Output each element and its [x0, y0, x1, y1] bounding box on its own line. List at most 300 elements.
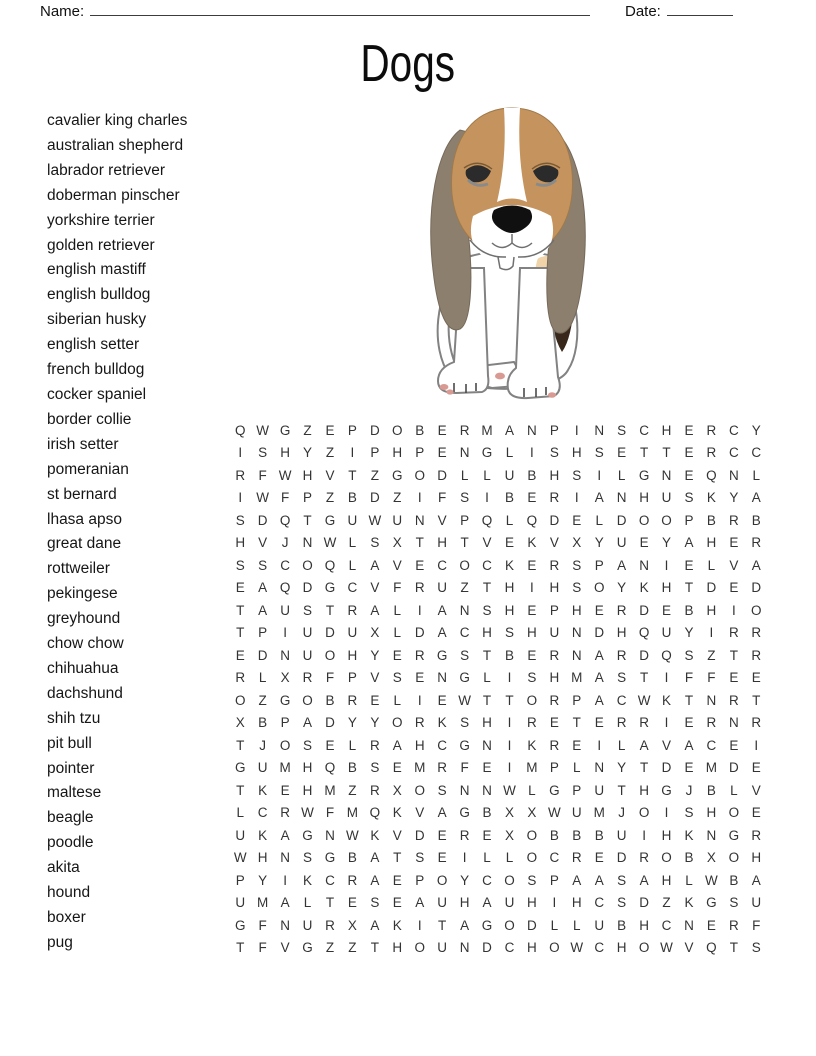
grid-cell: N [706, 827, 717, 843]
grid-cell: A [370, 872, 380, 888]
grid-cell: E [751, 805, 761, 821]
grid-cell: G [638, 467, 650, 483]
grid-cell: I [238, 445, 243, 461]
grid-cell: A [280, 895, 290, 911]
grid-cell: X [572, 535, 582, 551]
grid-cell: P [347, 670, 357, 686]
grid-cell: E [751, 670, 761, 686]
word-list-item: lhasa apso [47, 510, 122, 528]
grid-cell: O [751, 602, 762, 618]
grid-cell: G [279, 692, 291, 708]
grid-cell: K [437, 715, 447, 731]
word-list-item: shih tzu [47, 709, 101, 727]
grid-cell: V [684, 940, 694, 956]
grid-cell: L [393, 625, 402, 641]
grid-cell: G [392, 467, 403, 483]
grid-cell: T [370, 940, 379, 956]
word-list-item: hound [47, 884, 91, 902]
grid-cell: A [594, 490, 604, 506]
date-label: Date: [625, 3, 661, 20]
grid-cell: Q [279, 512, 291, 528]
grid-cell: L [617, 467, 626, 483]
grid-cell: M [526, 760, 538, 776]
grid-cell: R [414, 715, 425, 731]
grid-cell: S [460, 715, 470, 731]
grid-cell: D [639, 895, 649, 911]
grid-cell: G [324, 580, 336, 596]
grid-cell: E [594, 602, 604, 618]
grid-cell: P [303, 490, 313, 506]
grid-cell: H [661, 827, 672, 843]
grid-cell: D [616, 512, 627, 528]
grid-cell: I [485, 490, 489, 506]
grid-cell: B [751, 512, 761, 528]
grid-cell: E [729, 670, 739, 686]
grid-cell: E [662, 602, 672, 618]
grid-cell: E [751, 760, 761, 776]
grid-cell: T [729, 647, 738, 663]
grid-cell: T [482, 647, 492, 663]
grid-cell: E [437, 692, 447, 708]
grid-cell: L [348, 737, 357, 753]
word-list-item: australian shepherd [47, 136, 184, 154]
word-list-item: yorkshire terrier [47, 211, 155, 229]
grid-cell: E [684, 760, 694, 776]
grid-cell: S [617, 895, 627, 911]
grid-cell: E [706, 917, 716, 933]
grid-cell: R [549, 692, 560, 708]
grid-cell: Y [594, 535, 604, 551]
grid-cell: E [280, 782, 290, 798]
grid-cell: A [370, 602, 380, 618]
grid-cell: R [549, 737, 560, 753]
grid-cell: X [392, 782, 402, 798]
grid-cell: K [527, 737, 537, 753]
grid-cell: S [370, 760, 380, 776]
word-list-item: rottweiler [47, 560, 110, 578]
grid-cell: R [728, 917, 739, 933]
grid-cell: R [369, 737, 380, 753]
grid-cell: H [347, 647, 358, 663]
word-list-item: pit bull [47, 734, 92, 752]
grid-cell: Q [324, 557, 336, 573]
grid-cell: T [729, 940, 738, 956]
grid-cell: M [481, 422, 493, 438]
grid-cell: L [573, 760, 581, 776]
grid-cell: A [392, 737, 402, 753]
grid-cell: E [729, 535, 739, 551]
grid-cell: V [392, 557, 402, 573]
grid-cell: N [594, 422, 605, 438]
grid-cell: N [571, 625, 582, 641]
grid-cell: X [706, 850, 716, 866]
grid-cell: C [482, 872, 492, 888]
grid-cell: S [258, 445, 268, 461]
grid-cell: H [504, 580, 515, 596]
grid-cell: E [437, 850, 447, 866]
grid-cell: F [707, 670, 716, 686]
grid-cell: W [660, 940, 673, 956]
grid-cell: E [572, 512, 582, 528]
grid-cell: W [368, 512, 382, 528]
grid-cell: T [639, 670, 649, 686]
grid-cell: G [234, 760, 246, 776]
grid-cell: R [706, 445, 717, 461]
grid-cell: H [751, 850, 762, 866]
grid-cell: S [392, 670, 402, 686]
grid-cell: C [594, 940, 605, 956]
grid-cell: O [414, 940, 425, 956]
grid-cell: W [570, 940, 584, 956]
grid-cell: G [324, 512, 336, 528]
grid-cell: V [325, 467, 335, 483]
grid-cell: Z [393, 490, 402, 506]
grid-cell: L [236, 805, 244, 821]
grid-cell: I [597, 737, 602, 753]
grid-cell: B [347, 850, 357, 866]
grid-cell: G [728, 827, 740, 843]
grid-cell: S [594, 445, 604, 461]
grid-cell: T [415, 535, 424, 551]
grid-cell: V [370, 580, 380, 596]
grid-cell: N [459, 940, 470, 956]
grid-cell: D [751, 580, 762, 596]
letter-grid [229, 419, 768, 959]
grid-cell: X [235, 715, 245, 731]
word-list-item: beagle [47, 809, 94, 827]
grid-cell: L [303, 895, 312, 911]
grid-cell: F [280, 490, 290, 506]
grid-cell: D [639, 602, 649, 618]
grid-cell: H [549, 580, 560, 596]
grid-cell: I [664, 557, 669, 573]
name-label: Name: [40, 3, 85, 20]
grid-cell: L [573, 917, 581, 933]
grid-cell: R [751, 827, 762, 843]
grid-cell: Q [526, 512, 538, 528]
grid-cell: Z [370, 467, 379, 483]
grid-cell: O [414, 467, 425, 483]
grid-cell: G [302, 940, 313, 956]
grid-cell: A [370, 557, 380, 573]
grid-cell: Q [234, 422, 246, 438]
grid-cell: S [370, 895, 380, 911]
grid-cell: R [414, 647, 425, 663]
grid-cell: H [235, 535, 246, 551]
name-blank-line [90, 2, 590, 16]
grid-cell: D [594, 625, 605, 641]
date-field [625, 2, 733, 20]
grid-cell: B [572, 827, 582, 843]
grid-cell: A [370, 850, 380, 866]
word-list [47, 109, 257, 956]
grid-cell: C [728, 422, 739, 438]
grid-cell: H [549, 670, 560, 686]
grid-cell: I [574, 422, 579, 438]
grid-cell: B [347, 490, 357, 506]
word-list-item: siberian husky [47, 311, 147, 329]
grid-cell: P [549, 760, 559, 776]
grid-cell: Y [729, 490, 739, 506]
grid-cell: T [684, 580, 694, 596]
grid-cell: T [236, 737, 245, 753]
grid-cell: I [350, 445, 355, 461]
grid-cell: P [460, 512, 470, 528]
grid-cell: U [504, 895, 515, 911]
grid-cell: A [751, 872, 761, 888]
grid-cell: R [616, 715, 627, 731]
grid-cell: A [684, 737, 694, 753]
grid-cell: E [684, 467, 694, 483]
grid-cell: E [392, 760, 402, 776]
grid-cell: U [549, 625, 560, 641]
grid-cell: L [595, 512, 603, 528]
grid-cell: L [483, 670, 491, 686]
grid-cell: Z [460, 580, 469, 596]
grid-cell: Q [279, 580, 291, 596]
grid-cell: L [348, 535, 357, 551]
grid-cell: D [257, 647, 268, 663]
grid-cell: A [460, 917, 470, 933]
grid-cell: A [617, 557, 627, 573]
grid-cell: P [594, 557, 604, 573]
grid-cell: S [303, 850, 313, 866]
grid-cell: U [280, 602, 290, 618]
grid-cell: H [639, 917, 649, 933]
grid-cell: U [616, 535, 627, 551]
word-list-item: chow chow [47, 635, 124, 653]
grid-cell: O [661, 850, 672, 866]
grid-cell: E [325, 737, 335, 753]
grid-cell: E [639, 535, 649, 551]
grid-cell: A [684, 535, 694, 551]
grid-cell: Y [617, 760, 627, 776]
grid-cell: E [572, 737, 582, 753]
grid-cell: R [706, 422, 717, 438]
grid-cell: R [325, 917, 335, 933]
grid-cell: V [482, 535, 492, 551]
grid-cell: P [235, 872, 245, 888]
grid-cell: P [280, 715, 290, 731]
grid-cell: C [482, 557, 492, 573]
grid-cell: Z [662, 895, 671, 911]
grid-cell: M [705, 760, 718, 776]
grid-cell: O [638, 512, 650, 528]
grid-cell: X [504, 805, 514, 821]
grid-cell: M [346, 805, 359, 821]
grid-cell: Q [706, 467, 717, 483]
grid-cell: D [728, 760, 739, 776]
grid-cell: N [414, 512, 425, 528]
grid-cell: E [392, 647, 402, 663]
grid-cell: O [302, 692, 313, 708]
grid-cell: R [437, 760, 448, 776]
grid-cell: I [462, 850, 467, 866]
grid-cell: T [572, 715, 581, 731]
grid-cell: L [505, 445, 514, 461]
grid-cell: C [325, 872, 335, 888]
grid-cell: E [235, 580, 245, 596]
grid-cell: E [325, 422, 335, 438]
grid-cell: M [257, 895, 269, 911]
grid-cell: I [597, 467, 602, 483]
grid-cell: U [302, 625, 313, 641]
grid-cell: A [504, 422, 514, 438]
grid-cell: D [414, 827, 425, 843]
grid-cell: H [571, 602, 582, 618]
grid-cell: S [684, 490, 694, 506]
grid-cell: D [325, 715, 335, 731]
grid-cell: F [438, 490, 447, 506]
grid-cell: S [482, 602, 492, 618]
grid-cell: E [527, 557, 537, 573]
grid-cell: F [752, 917, 761, 933]
grid-cell: E [549, 715, 559, 731]
grid-cell: B [325, 692, 335, 708]
grid-cell: O [392, 715, 403, 731]
grid-cell: O [593, 580, 605, 596]
grid-cell: P [549, 422, 559, 438]
grid-cell: S [460, 647, 470, 663]
word-list-item: cavalier king charles [47, 112, 188, 129]
word-list-item: great dane [47, 535, 122, 553]
grid-cell: M [414, 760, 426, 776]
grid-cell: B [347, 760, 357, 776]
grid-cell: C [257, 805, 268, 821]
grid-cell: I [642, 827, 646, 843]
grid-cell: E [437, 827, 447, 843]
grid-cell: N [482, 782, 492, 798]
grid-cell: E [594, 850, 604, 866]
grid-cell: Z [325, 445, 335, 461]
grid-cell: R [414, 580, 425, 596]
grid-cell: R [751, 715, 762, 731]
word-list-item: pug [47, 933, 73, 951]
grid-cell: G [706, 895, 717, 911]
grid-cell: Y [303, 445, 313, 461]
grid-cell: S [617, 422, 627, 438]
grid-cell: B [617, 917, 627, 933]
grid-cell: C [437, 737, 448, 753]
grid-cell: L [707, 557, 716, 573]
grid-cell: H [616, 940, 627, 956]
grid-cell: E [415, 557, 425, 573]
grid-cell: S [415, 850, 425, 866]
grid-cell: H [639, 782, 649, 798]
grid-cell: A [280, 827, 290, 843]
word-list-item: french bulldog [47, 361, 145, 379]
grid-cell: U [437, 895, 448, 911]
grid-cell: V [729, 557, 739, 573]
grid-cell: D [527, 917, 537, 933]
grid-cell: P [258, 625, 268, 641]
grid-cell: E [504, 535, 514, 551]
grid-cell: C [280, 557, 290, 573]
grid-cell: Q [324, 760, 336, 776]
grid-cell: N [459, 602, 470, 618]
grid-cell: N [661, 467, 672, 483]
grid-cell: R [751, 625, 762, 641]
grid-cell: Y [370, 647, 380, 663]
grid-cell: N [302, 535, 313, 551]
grid-cell: L [505, 850, 514, 866]
grid-cell: I [530, 580, 534, 596]
grid-cell: W [503, 782, 516, 798]
grid-cell: G [234, 917, 246, 933]
grid-cell: E [482, 827, 492, 843]
grid-cell: H [280, 445, 290, 461]
grid-cell: N [280, 850, 290, 866]
grid-cell: K [639, 580, 649, 596]
grid-cell: N [684, 917, 694, 933]
grid-cell: I [283, 625, 287, 641]
grid-cell: V [751, 782, 761, 798]
word-list-item: golden retriever [47, 236, 155, 254]
grid-cell: X [370, 625, 380, 641]
grid-cell: H [302, 782, 313, 798]
word-list-item: english setter [47, 336, 140, 354]
grid-cell: B [684, 602, 694, 618]
word-list-item: labrador retriever [47, 161, 166, 179]
grid-cell: R [639, 715, 649, 731]
grid-cell: O [459, 557, 470, 573]
grid-cell: A [751, 557, 761, 573]
grid-cell: H [302, 760, 313, 776]
grid-cell: E [684, 422, 694, 438]
grid-cell: V [415, 805, 425, 821]
grid-cell: H [482, 715, 492, 731]
grid-cell: I [507, 715, 512, 731]
grid-cell: D [369, 422, 380, 438]
grid-cell: H [616, 625, 627, 641]
grid-cell: U [661, 490, 672, 506]
grid-cell: O [638, 940, 650, 956]
grid-cell: S [572, 467, 582, 483]
grid-cell: W [346, 827, 359, 843]
grid-cell: H [392, 940, 403, 956]
grid-cell: U [257, 760, 268, 776]
grid-cell: F [684, 670, 694, 686]
grid-cell: O [302, 557, 313, 573]
grid-cell: E [527, 490, 537, 506]
grid-cell: X [504, 827, 514, 843]
grid-cell: U [571, 805, 582, 821]
word-list-item: pomeranian [47, 460, 129, 478]
grid-cell: X [280, 670, 290, 686]
grid-cell: Z [303, 422, 312, 438]
grid-cell: U [437, 940, 448, 956]
grid-cell: F [258, 940, 267, 956]
grid-cell: W [301, 805, 314, 821]
grid-cell: C [616, 692, 627, 708]
grid-cell: B [706, 782, 716, 798]
grid-cell: E [347, 895, 357, 911]
grid-cell: K [527, 535, 537, 551]
grid-cell: Q [706, 940, 717, 956]
grid-cell: S [751, 940, 761, 956]
grid-cell: P [415, 872, 425, 888]
grid-cell: E [437, 422, 447, 438]
grid-cell: M [324, 782, 336, 798]
grid-cell: H [482, 625, 492, 641]
grid-cell: B [549, 827, 559, 843]
grid-cell: J [281, 535, 289, 551]
grid-cell: K [706, 490, 716, 506]
grid-cell: D [706, 580, 717, 596]
word-list-item: doberman pinscher [47, 186, 180, 204]
grid-cell: O [728, 850, 740, 866]
grid-cell: F [325, 670, 335, 686]
